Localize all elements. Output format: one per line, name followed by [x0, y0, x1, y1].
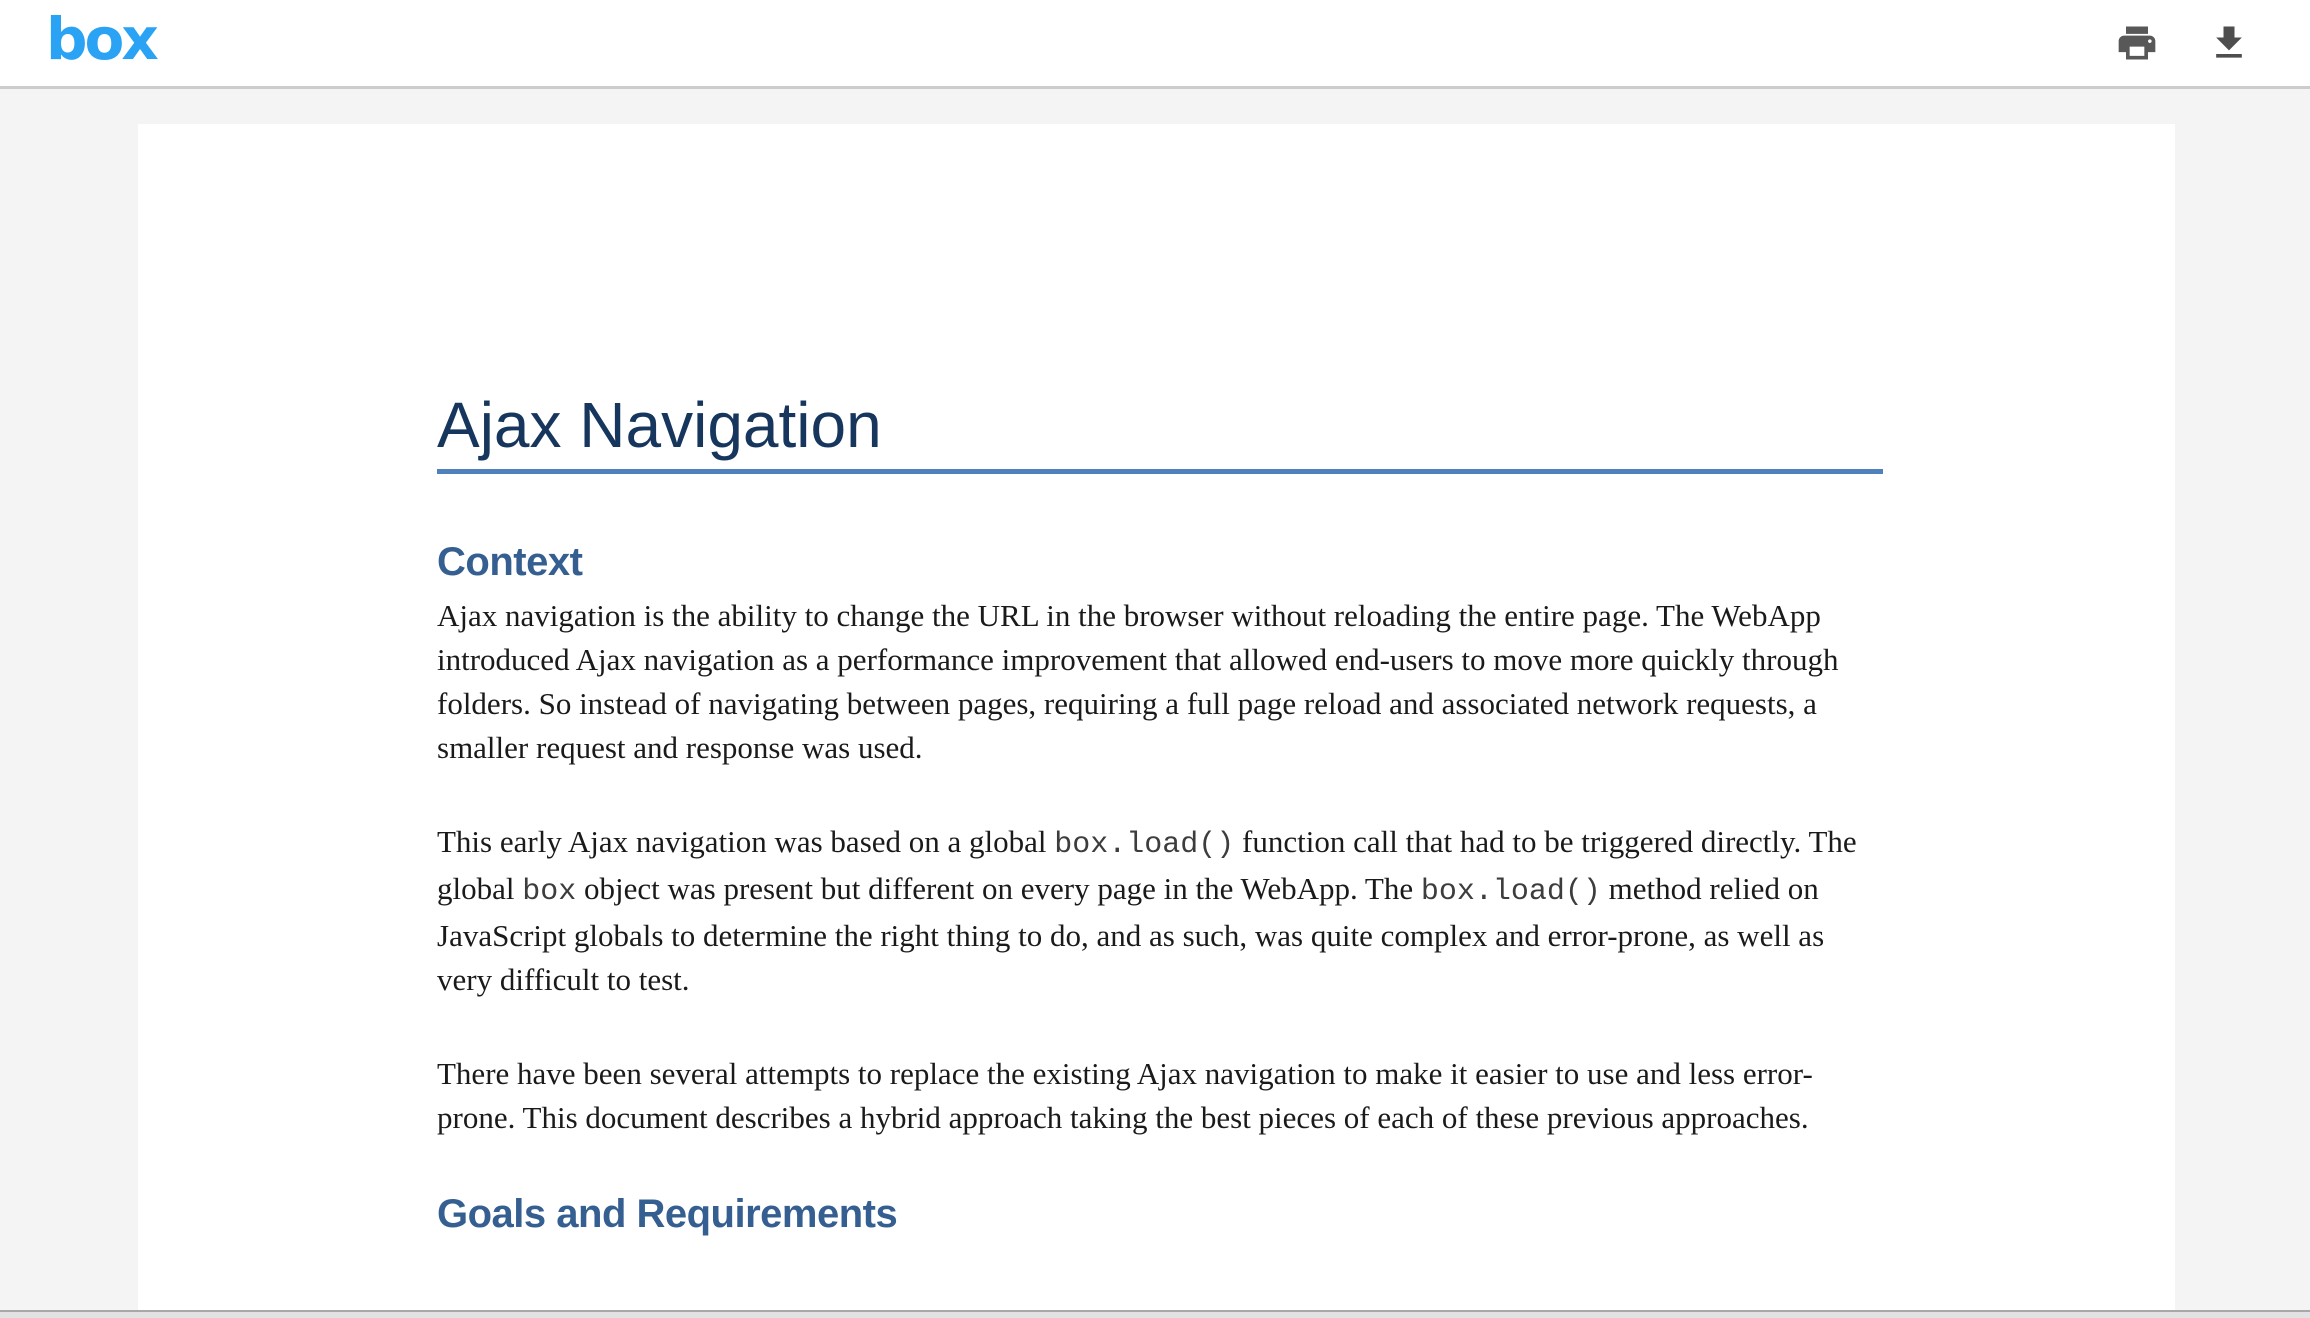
body-paragraph: [437, 594, 1883, 770]
text-run: Ajax navigation is the ability to change the URL in the browser without reloading the entire page. The WebApp introduced Ajax navigation as a performance improvement that allowed end-users to move more quickly through folders. So instead of navigating between pages, requiring a full page reload and associated network requests, a smaller request and response was used.: [437, 598, 1839, 765]
document-content: [138, 124, 2175, 1238]
text-run: This early Ajax navigation was based on a global: [437, 824, 1055, 859]
download-icon: [2207, 21, 2251, 65]
topbar: [0, 0, 2310, 89]
preview-area: [0, 92, 2310, 1318]
text-run: function call that had to be triggered directly. The global: [437, 824, 1857, 906]
title-underline: [437, 469, 1883, 474]
document-sections: [437, 538, 1883, 1238]
inline-code: box.load(): [1420, 875, 1601, 909]
box-logo[interactable]: box: [46, 5, 156, 73]
document-title: Ajax Navigation: [437, 389, 882, 461]
topbar-actions: [2114, 20, 2252, 66]
print-button[interactable]: [2114, 20, 2160, 66]
text-run: object was present but different on every page in the WebApp. The: [576, 871, 1421, 906]
inline-code: box: [522, 875, 577, 909]
section-heading: Context: [437, 540, 583, 584]
bottom-edge-strip: [0, 1310, 2310, 1318]
inline-code: box.load(): [1054, 828, 1235, 862]
body-paragraph: [437, 820, 1883, 1002]
body-paragraph: [437, 1052, 1883, 1140]
document-page: [138, 124, 2175, 1310]
printer-icon: [2115, 21, 2159, 65]
text-run: There have been several attempts to replace the existing Ajax navigation to make it easier to use and less error-prone. This document describes a hybrid approach taking the best pieces of each of these previous approaches.: [437, 1056, 1813, 1135]
download-button[interactable]: [2206, 20, 2252, 66]
section-heading: Goals and Requirements: [437, 1192, 898, 1236]
text-run: method relied on JavaScript globals to determine the right thing to do, and as such, was quite complex and error-prone, as well as very difficult to test.: [437, 871, 1825, 997]
